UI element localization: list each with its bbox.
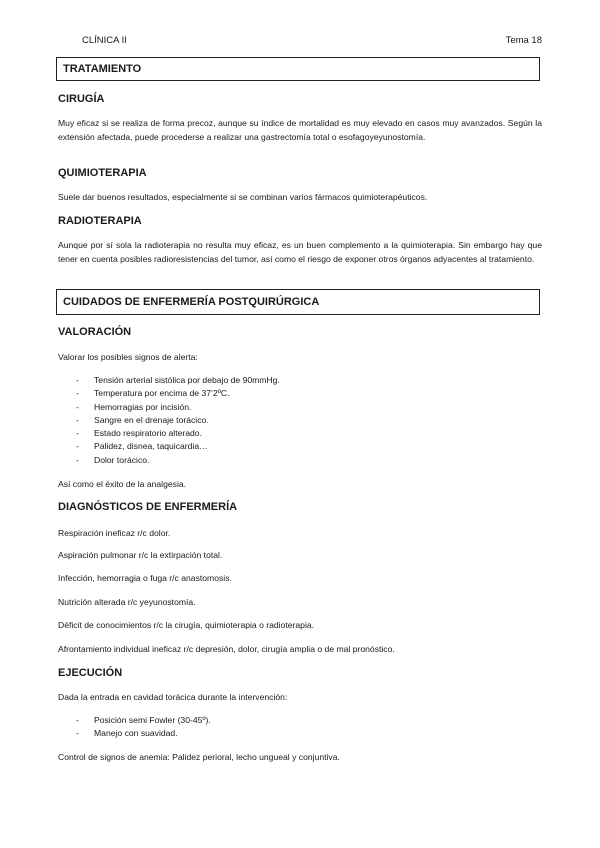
heading-radioterapia: RADIOTERAPIA <box>58 215 142 227</box>
diagnostico-item: Infección, hemorragia o fuga r/c anastomosis. <box>58 573 232 583</box>
list-item: - Manejo con suavidad. <box>76 728 178 739</box>
list-item: - Sangre en el drenaje torácico. <box>76 414 209 425</box>
header-topic: Tema 18 <box>505 35 542 46</box>
list-item: - Estado respiratorio alterado. <box>76 428 202 439</box>
section-box-cuidados <box>56 289 540 315</box>
list-item: - Palidez, disnea, taquicardia… <box>76 441 208 452</box>
paragraph-cirugia: Muy eficaz si se realiza de forma precoz, aunque su índice de mortalidad es muy elevado en casos muy avanzados. Según la extensión afectada, puede procederse a realizar una gastrectomía total o esofagoyeyunostomía. <box>58 118 542 142</box>
valoracion-intro: Valorar los posibles signos de alerta: <box>58 352 198 362</box>
section-title-tratamiento: TRATAMIENTO <box>63 63 142 75</box>
list-item: - Dolor torácico. <box>76 454 150 465</box>
list-item: - Tensión arterial sistólica por debajo de 90mmHg. <box>76 375 280 385</box>
section-box-tratamiento <box>56 57 540 81</box>
ejecucion-outro: Control de signos de anemia: Palidez perioral, lecho ungueal y conjuntiva. <box>58 752 340 762</box>
paragraph-quimioterapia: Suele dar buenos resultados, especialmente si se combinan varios fármacos quimioterapéuticos. <box>58 192 428 202</box>
paragraph-radioterapia: Aunque por sí sola la radioterapia no resulta muy eficaz, es un buen complemento a la quimioterapia. Sin embargo hay que tener en cuenta posibles radioresistencias del tumor, así como el riesgo de exponer otros órganos adyacentes al tratamiento. <box>58 240 542 264</box>
diagnostico-item: Aspiración pulmonar r/c la extirpación total. <box>58 550 223 560</box>
section-title-cuidados: CUIDADOS DE ENFERMERÍA POSTQUIRÚRGICA <box>63 296 320 308</box>
heading-valoracion: VALORACIÓN <box>58 326 132 338</box>
list-item: - Temperatura por encima de 37’2ºC. <box>76 388 230 399</box>
heading-cirugia: CIRUGÍA <box>58 93 105 105</box>
list-item: - Hemorragias por incisión. <box>76 401 192 412</box>
diagnostico-item: Afrontamiento individual ineficaz r/c depresión, dolor, cirugía amplia o de mal pronóstico. <box>58 644 395 654</box>
valoracion-list <box>58 374 280 467</box>
diagnostico-item: Respiración ineficaz r/c dolor. <box>58 528 171 538</box>
diagnostico-item: Nutrición alterada r/c yeyunostomía. <box>58 597 196 607</box>
heading-diagnosticos: DIAGNÓSTICOS DE ENFERMERÍA <box>58 501 238 513</box>
heading-ejecucion: EJECUCIÓN <box>58 667 123 679</box>
valoracion-outro: Así como el éxito de la analgesia. <box>58 479 187 489</box>
list-item: - Posición semi Fowler (30-45º). <box>76 715 211 725</box>
heading-quimioterapia: QUIMIOTERAPIA <box>58 167 147 179</box>
ejecucion-intro: Dada la entrada en cavidad torácica durante la intervención: <box>58 692 288 702</box>
ejecucion-list <box>58 714 211 741</box>
diagnostico-item: Déficit de conocimientos r/c la cirugía, quimioterapia o radioterapia. <box>58 620 315 630</box>
header-course: CLÍNICA II <box>82 35 127 46</box>
